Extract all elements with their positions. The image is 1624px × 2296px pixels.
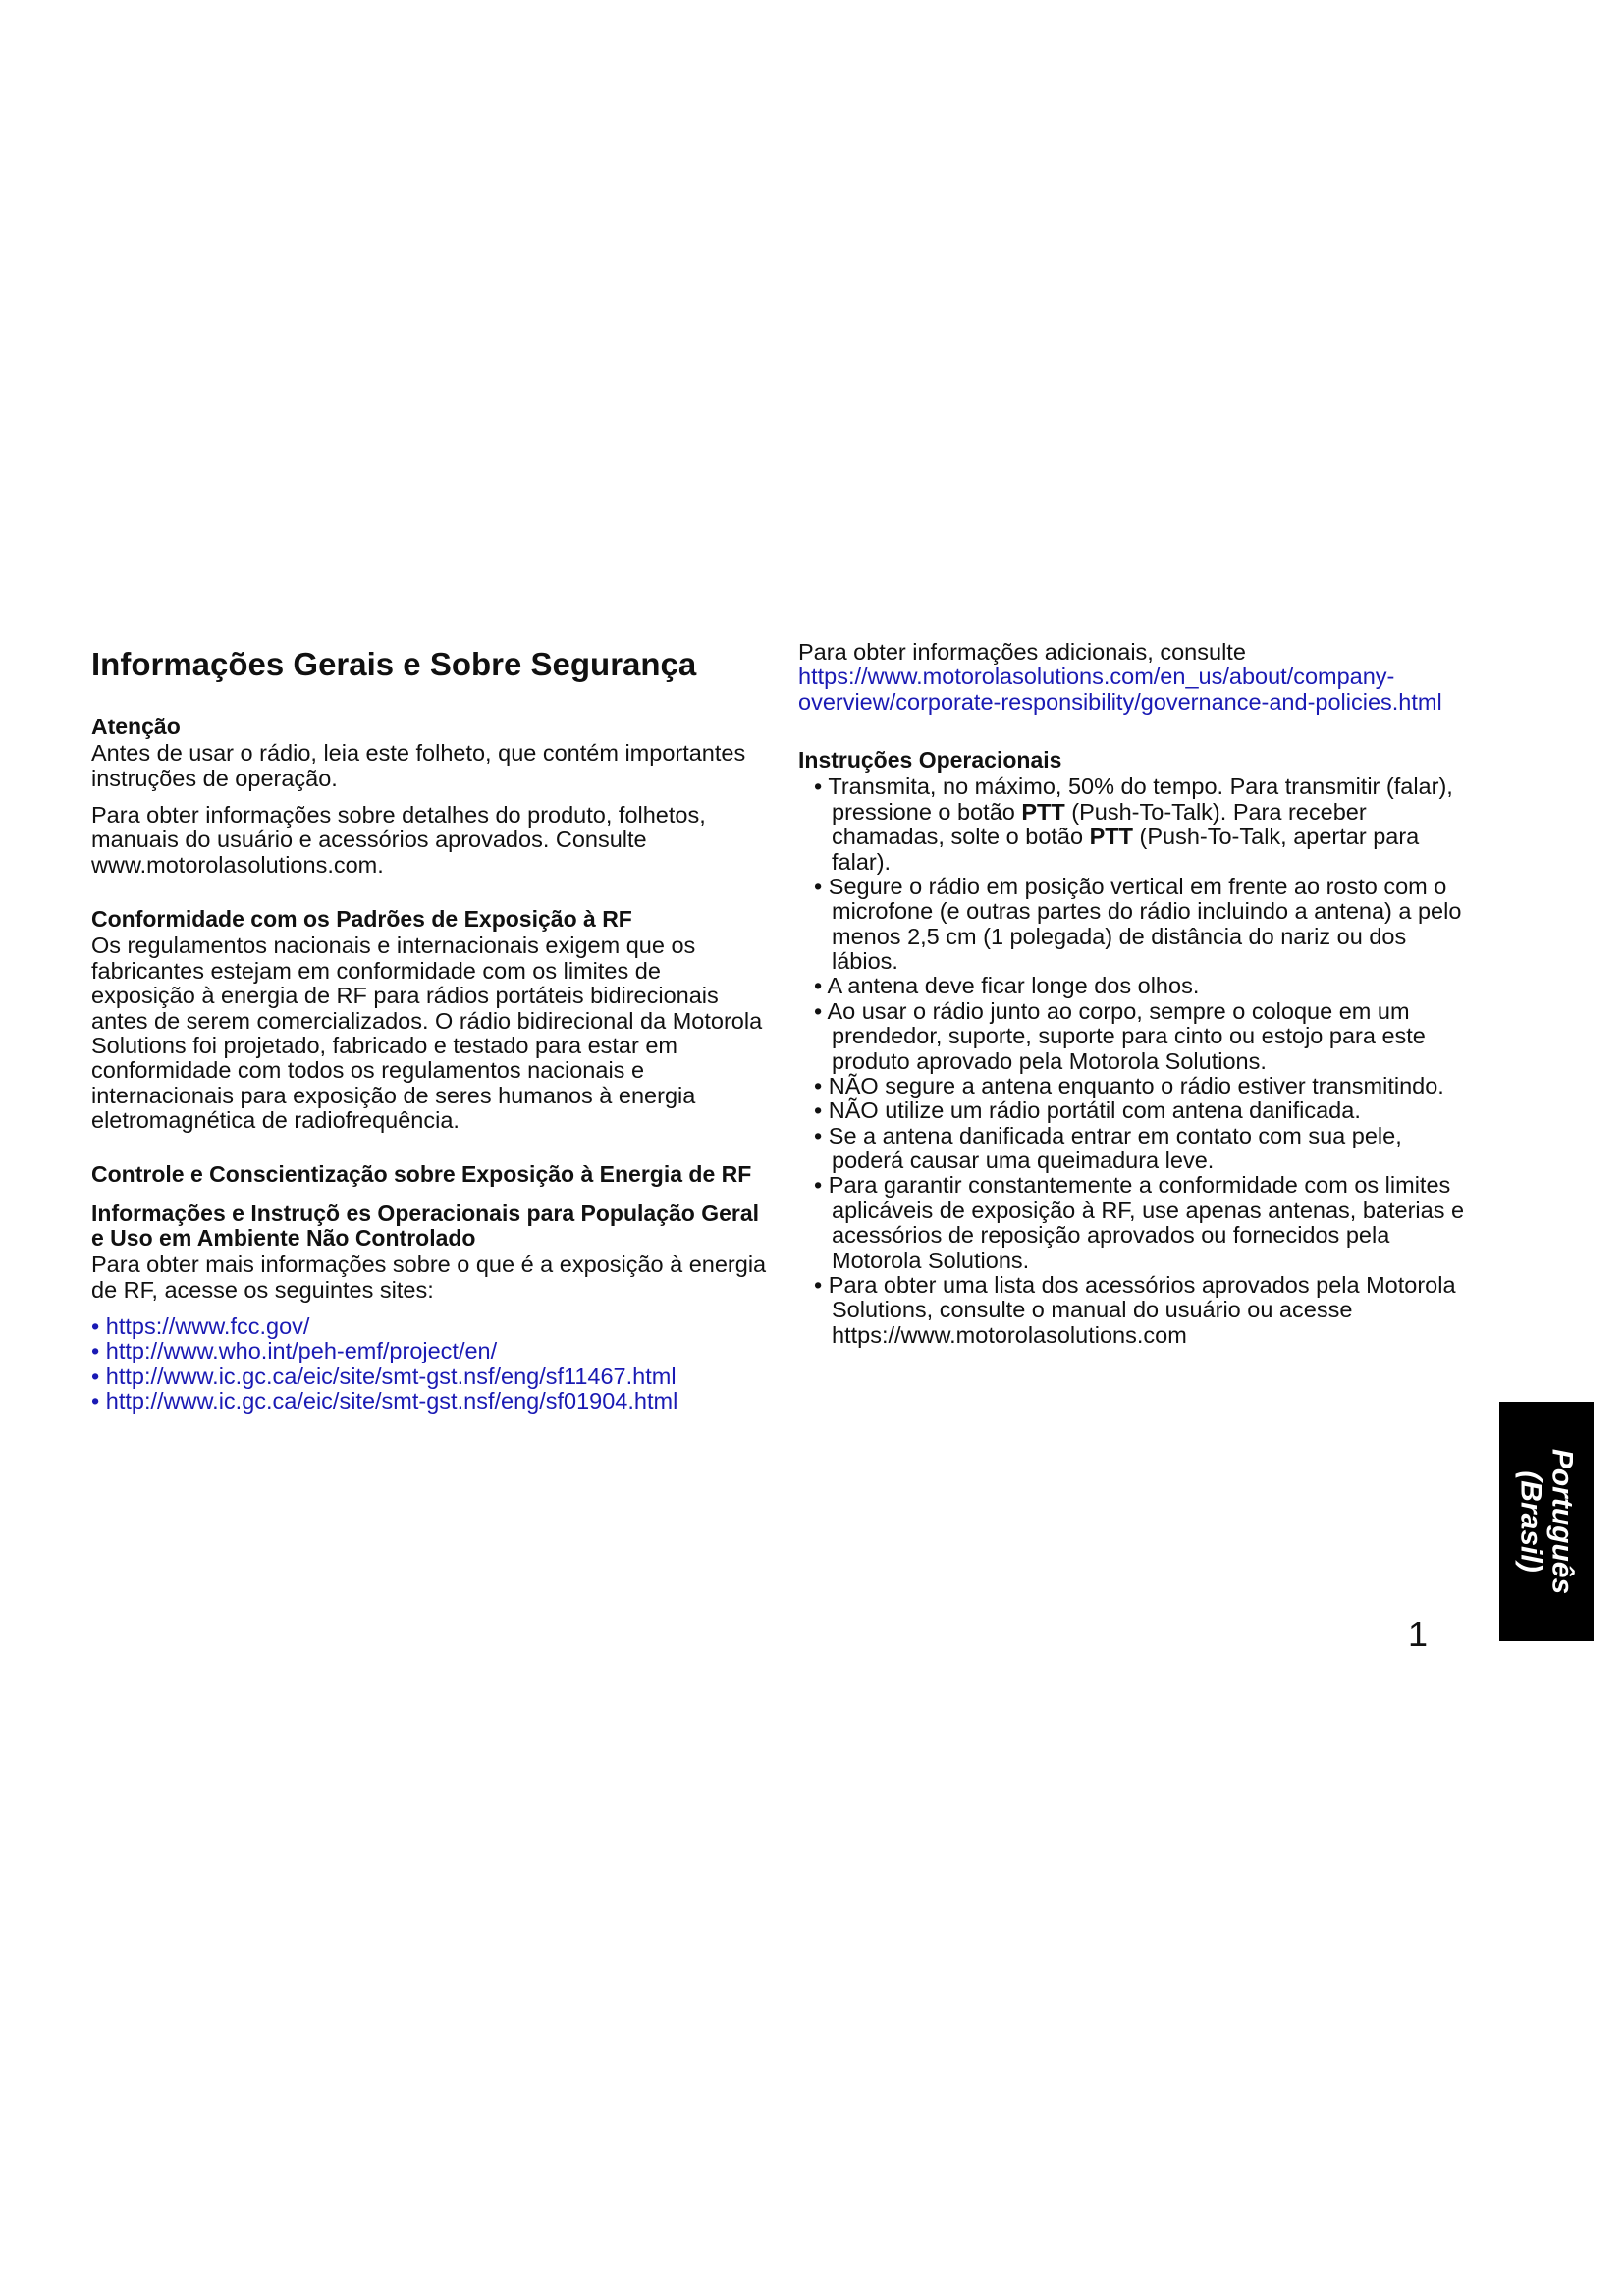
left-column xyxy=(91,640,769,1415)
right-column xyxy=(798,640,1466,1348)
language-tab-label xyxy=(1516,1449,1578,1594)
attention-heading: Atenção xyxy=(91,713,181,739)
list-item: • Para garantir constantemente a conformidade com os limites aplicáveis de exposição à RF, use apenas antenas, baterias e acessórios de reposição aprovados ou fornecidos pela Motorola Solutions. xyxy=(798,1173,1466,1273)
list-item xyxy=(91,1339,769,1363)
conformity-paragraph: Os regulamentos nacionais e internacionais exigem que os fabricantes estejam em conformidade com os limites de exposição à energia de RF para rádios portáteis bidirecionais antes de serem comercializados. O rádio bidirecional da Motorola Solutions foi projetado, fabricado e testado para estar em conformidade com todos os regulamentos nacionais e internacionais para exposição de seres humanos à energia eletromagnética de radiofrequência. xyxy=(91,933,763,1134)
language-tab-line-2: (Brasil) xyxy=(1515,1470,1547,1573)
ic-link-sf11467[interactable]: http://www.ic.gc.ca/eic/site/smt-gst.nsf/eng/sf11467.html xyxy=(105,1362,677,1389)
list-item: • NÃO utilize um rádio portátil com antena danificada. xyxy=(798,1098,1466,1123)
ptt-label: PTT xyxy=(1089,824,1133,850)
bullet-text: Transmita, no máximo, 50% do tempo. Para transmitir (falar), pressione o botão xyxy=(828,774,1453,825)
list-item xyxy=(91,1364,769,1389)
governance-link[interactable]: https://www.motorolasolutions.com/en_us/about/company-overview/corporate-responsibility/governance-and-policies.html xyxy=(798,664,1442,715)
language-tab-line-1: Português xyxy=(1545,1448,1579,1595)
list-item: • Segure o rádio em posição vertical em frente ao rosto com o microfone (e outras partes do rádio incluindo a antena) a pelo menos 2,5 cm (1 polegada) de distância do nariz ou dos lábios. xyxy=(798,875,1466,975)
list-item: • Para obter uma lista dos acessórios aprovados pela Motorola Solutions, consulte o manual do usuário ou acesse https://www.motorolasolutions.com xyxy=(798,1273,1466,1348)
ptt-label: PTT xyxy=(1021,798,1065,825)
control-paragraph: Para obter mais informações sobre o que é a exposição à energia de RF, acesse os seguintes sites: xyxy=(91,1252,767,1303)
list-item xyxy=(91,1314,769,1339)
fcc-link[interactable]: https://www.fcc.gov/ xyxy=(105,1313,310,1340)
conformity-heading: Conformidade com os Padrões de Exposição à RF xyxy=(91,906,632,933)
operational-instructions-list xyxy=(798,774,1466,1348)
attention-paragraph-1: Antes de usar o rádio, leia este folheto, que contém importantes instruções de operação. xyxy=(91,740,746,791)
intro-text: Para obter informações adicionais, consulte xyxy=(798,639,1246,665)
bullet-text: (Push-To-Talk). Para receber chamadas, solte o botão xyxy=(832,798,1367,850)
list-item xyxy=(798,774,1466,875)
list-item: • A antena deve ficar longe dos olhos. xyxy=(798,974,1466,998)
control-subheading: Informações e Instruçõ es Operacionais para População Geral e Uso em Ambiente Não Controlado xyxy=(91,1200,760,1251)
list-item xyxy=(91,1389,769,1414)
rf-links-list xyxy=(91,1314,769,1415)
who-link[interactable]: http://www.who.int/peh-emf/project/en/ xyxy=(105,1338,498,1364)
list-item: • Ao usar o rádio junto ao corpo, sempre o coloque em um prendedor, suporte, suporte para cinto ou estojo para este produto aprovado pela Motorola Solutions. xyxy=(798,999,1466,1074)
bullet-text: (Push-To-Talk, apertar para falar). xyxy=(832,824,1420,875)
language-tab xyxy=(1499,1402,1594,1641)
page-number: 1 xyxy=(1408,1614,1429,1654)
ic-link-sf01904[interactable]: http://www.ic.gc.ca/eic/site/smt-gst.nsf/eng/sf01904.html xyxy=(105,1388,678,1415)
page-title: Informações Gerais e Sobre Segurança xyxy=(91,646,697,682)
attention-paragraph-2: Para obter informações sobre detalhes do produto, folhetos, manuais do usuário e acessórios aprovados. Consulte www.motorolasolutions.com. xyxy=(91,801,706,878)
control-heading: Controle e Conscientização sobre Exposição à Energia de RF xyxy=(91,1161,752,1188)
operational-instructions-heading: Instruções Operacionais xyxy=(798,747,1062,774)
list-item: • Se a antena danificada entrar em contato com sua pele, poderá causar uma queimadura leve. xyxy=(798,1124,1466,1174)
list-item: • NÃO segure a antena enquanto o rádio estiver transmitindo. xyxy=(798,1074,1466,1098)
